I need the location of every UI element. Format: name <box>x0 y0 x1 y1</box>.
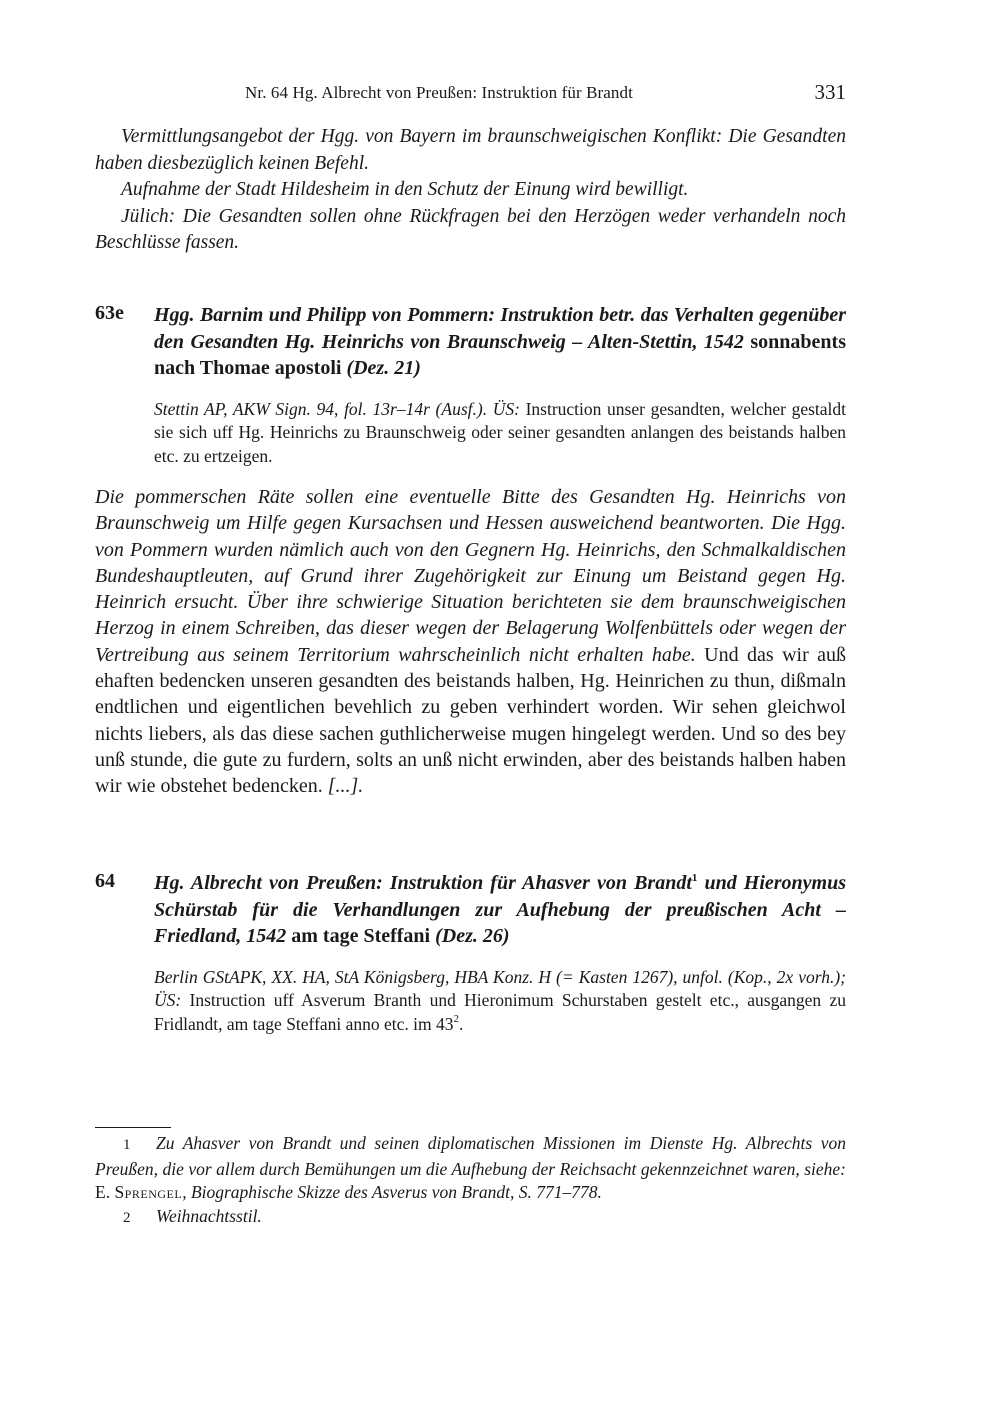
source-quote: Instruction unser gesandten, welcher gestaldt sie sich uff Hg. Heinrichs zu Braunschweig oder seiner gesandten anlangen des beistands halben etc. zu ertzeigen. <box>154 398 847 466</box>
intro-summary <box>95 124 846 257</box>
footnotes <box>95 1132 846 1230</box>
footnote-number: 1 <box>123 1137 131 1153</box>
footnote-2 <box>95 1205 846 1231</box>
footnote-citation: , Biographische Skizze des Asverus von Brandt, S. 771–778. <box>182 1182 602 1202</box>
source-reference: Berlin GStAPK, XX. HA, StA Königsberg, HBA Konz. H (= Kasten 1267), unfol. (Kop., 2x vorh.); ÜS: <box>154 966 846 1010</box>
entry-number: 63e <box>95 302 124 324</box>
entry-63e <box>95 302 846 800</box>
footnote-ref[interactable]: 2 <box>453 1012 460 1025</box>
footnote-rule <box>95 1127 171 1128</box>
body-summary: Die pommerschen Räte sollen eine eventuelle Bitte des Gesandten Hg. Heinrichs von Braunschweig um Hilfe gegen Kursachsen und Hessen ausweichend beantworten. Die Hgg. von Pommern wurden nämlich auch von den Gegnern Hg. Heinrichs, den Schmalkaldischen Bundeshauptleuten, auf Grund ihrer Zugehörigkeit zur Einung um Beistand gegen Hg. Heinrich ersucht. Über ihre schwierige Situation berichteten sie dem braunschweigischen Herzog in einem Schreiben, das dieser wegen der Belagerung Wolfenbüttels oder wegen der Vertreibung aus seinem Territorium wahrscheinlich nicht erhalten habe. <box>95 486 846 666</box>
footnote-text: Weihnachtsstil. <box>156 1205 262 1226</box>
entry-title <box>154 302 846 382</box>
source-reference: Stettin AP, AKW Sign. 94, fol. 13r–14r (Ausf.). ÜS: <box>154 398 520 419</box>
source-end: . <box>459 1013 464 1034</box>
intro-paragraph: Aufnahme der Stadt Hildesheim in den Schutz der Einung wird bewilligt. <box>121 179 689 200</box>
footnote-1 <box>95 1132 846 1205</box>
intro-paragraph: Jülich: Die Gesandten sollen ohne Rückfragen bei den Herzögen weder verhandeln noch Beschlüsse fassen. <box>95 205 846 253</box>
entry-number: 64 <box>95 870 115 892</box>
running-title: Nr. 64 Hg. Albrecht von Preußen: Instruktion für Brandt <box>245 83 633 102</box>
page-number: 331 <box>814 80 846 104</box>
footnote-author-initial: E. <box>95 1182 115 1202</box>
footnote-author: Sprengel <box>114 1182 183 1202</box>
entry-title <box>154 870 846 950</box>
footnote-ref[interactable]: 1 <box>691 872 698 884</box>
entry-title-note: (Dez. 26) <box>430 925 510 947</box>
footnote-text: Zu Ahasver von Brandt und seinen diplomatischen Missionen im Dienste Hg. Albrechts von Preußen, die vor allem durch Bemühungen um die Aufhebung der Reichsacht gekennzeichnet waren, siehe: <box>95 1133 846 1179</box>
entry-64 <box>95 870 846 1036</box>
body-quote: Und das wir auß ehaften bedencken unseren gesandten des beistands halben, Hg. Heinrichen zu thun, dißmaln endtlichen und eigentlichen bevehlich zu geben verhindert worden. Wir sehen gleichwol nichts liebers, als das diese sachen guthlicherweise mugen hingelegt werden. Und so des bey unß stunde, die gute zu furdern, solts an unß nicht erwinden, aber des beistands halben haben wir wie obstehet bedencken. <box>95 643 847 798</box>
entry-title-text: Hg. Albrecht von Preußen: Instruktion für Ahasver von Brandt <box>154 872 692 894</box>
intro-paragraph: Vermittlungsangebot der Hgg. von Bayern im braunschweigischen Konflikt: Die Gesandten haben diesbezüglich keinen Befehl. <box>95 126 846 174</box>
entry-title-text: Hgg. Barnim und Philipp von Pommern: Instruktion betr. das Verhalten gegenüber den Gesandten Hg. Heinrichs von Braunschweig – Alten-Stettin, 1542 <box>154 304 846 353</box>
entry-body <box>95 484 846 800</box>
entry-title-date: sonnabents nach Thomae apostoli <box>154 330 846 379</box>
entry-title-note: (Dez. 21) <box>341 357 421 379</box>
entry-title-date: am tage Steffani <box>286 925 431 947</box>
entry-source <box>154 966 846 1037</box>
source-quote: Instruction uff Asverum Branth und Hieronimum Schurstaben gestelt etc., ausgangen zu Fridlandt, am tage Steffani anno etc. im 43 <box>154 990 846 1034</box>
entry-title-text: und Hieronymus Schürstab für die Verhandlungen zur Aufhebung der preußischen Acht – Friedland, 1542 <box>154 872 846 947</box>
footnote-number: 2 <box>123 1209 131 1226</box>
body-ellipsis: [...]. <box>322 775 364 798</box>
entry-source <box>154 398 846 469</box>
running-head <box>95 80 846 106</box>
